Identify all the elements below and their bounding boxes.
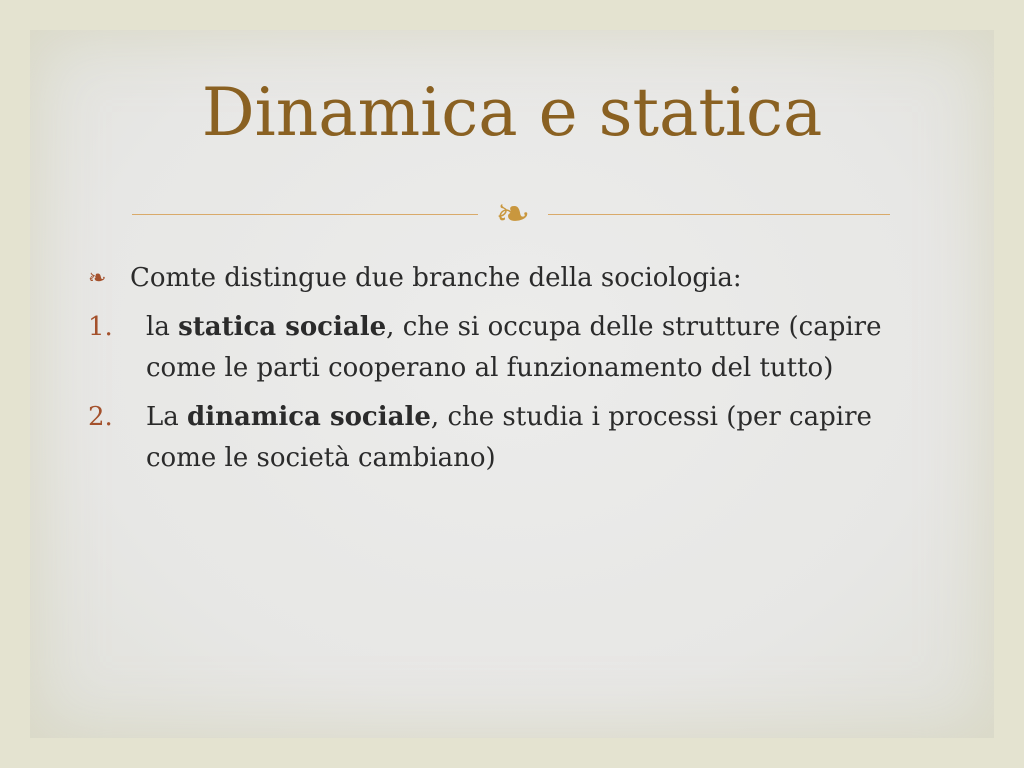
bullet-item [86, 258, 926, 299]
list-item-suffix: , che si occupa delle strutture (capire come le parti cooperano al funzionamento del tutto) [146, 312, 882, 383]
list-item [86, 307, 926, 389]
list-item-suffix: , che studia i processi (per capire come le società cambiano) [146, 402, 872, 473]
divider-line-left [132, 214, 478, 215]
list-number: 2. [88, 402, 113, 432]
list-item-prefix: la [146, 312, 179, 342]
list-item-prefix: La [146, 402, 188, 432]
list-item-bold-term: statica sociale [178, 312, 387, 342]
slide-title: Dinamica e statica [201, 74, 823, 151]
list-number: 1. [88, 312, 113, 342]
ornament-bullet-icon: ❧ [88, 266, 107, 291]
slide-body [86, 258, 926, 479]
divider-line-right [548, 214, 890, 215]
ornament-icon: ❧ [495, 189, 531, 238]
bullet-text: Comte distingue due branche della sociologia: [130, 263, 742, 293]
list-item [86, 397, 926, 479]
list-item-bold-term: dinamica sociale [187, 402, 431, 432]
